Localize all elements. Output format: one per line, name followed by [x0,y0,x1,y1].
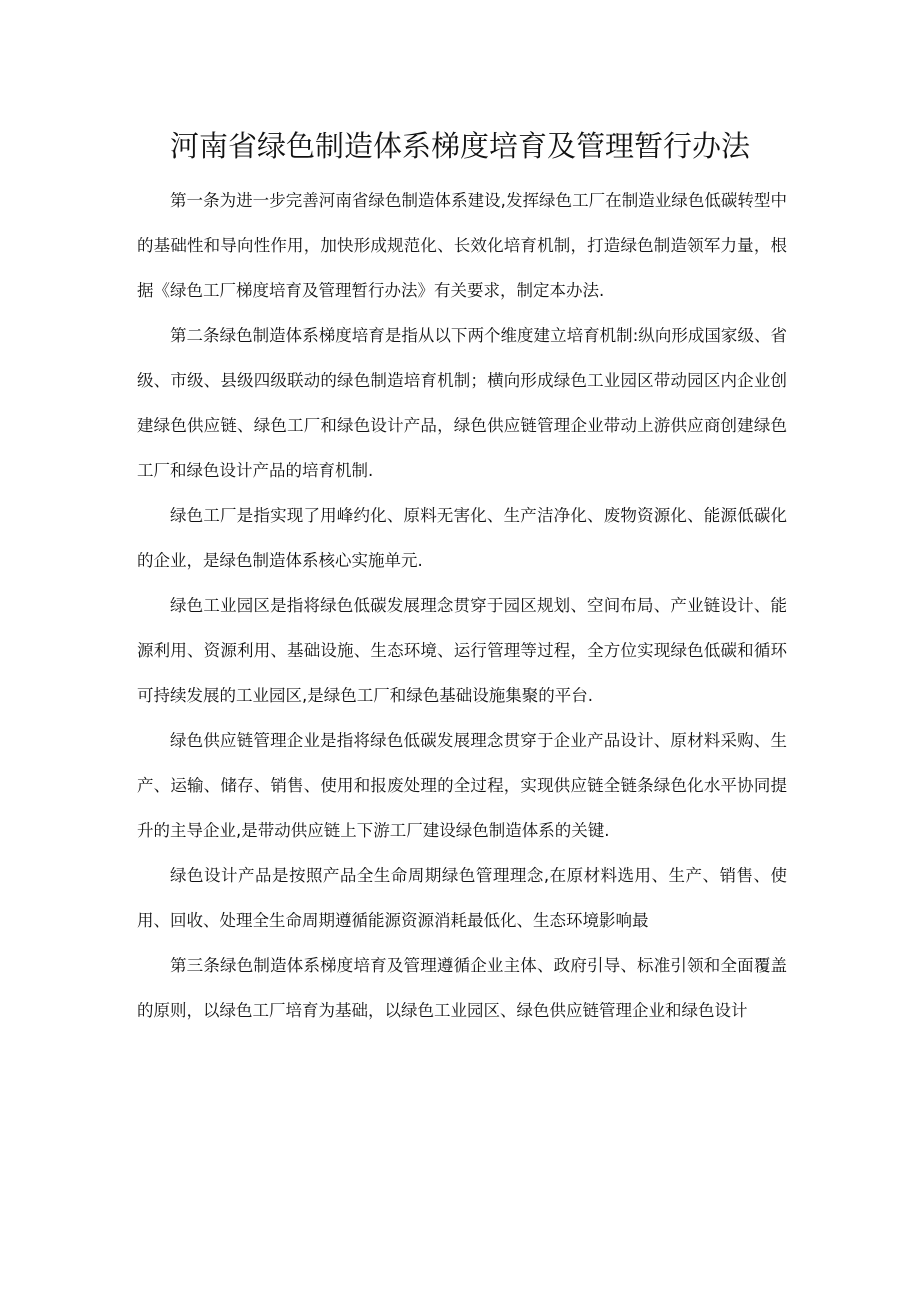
paragraph-article-2: 第二条绿色制造体系梯度培育是指从以下两个维度建立培育机制:纵向形成国家级、省级、市级、县级四级联动的绿色制造培育机制；横向形成绿色工业园区带动园区内企业创建绿色供应链、绿色工厂和绿色设计产品，绿色供应链管理企业带动上游供应商创建绿色工厂和绿色设计产品的培育机制. [137,326,787,480]
document-body [137,178,787,1033]
document-title: 河南省绿色制造体系梯度培育及管理暂行办法 [169,129,750,163]
paragraph-article-1: 第一条为进一步完善河南省绿色制造体系建设,发挥绿色工厂在制造业绿色低碳转型中的基础性和导向性作用，加快形成规范化、长效化培育机制，打造绿色制造领军力量，根据《绿色工厂梯度培育及管理暂行办法》有关要求，制定本办法. [137,191,787,300]
paragraph-green-design-product: 绿色设计产品是按照产品全生命周期绿色管理理念,在原材料选用、生产、销售、使用、回收、处理全生命周期遵循能源资源消耗最低化、生态环境影响最 [137,866,787,930]
paragraph-green-supply-chain: 绿色供应链管理企业是指将绿色低碳发展理念贯穿于企业产品设计、原材料采购、生产、运输、储存、销售、使用和报废处理的全过程，实现供应链全链条绿色化水平协同提升的主导企业,是带动供应链上下游工厂建设绿色制造体系的关键. [137,731,787,840]
paragraph-green-industrial-park: 绿色工业园区是指将绿色低碳发展理念贯穿于园区规划、空间布局、产业链设计、能源利用、资源利用、基础设施、生态环境、运行管理等过程，全方位实现绿色低碳和循环可持续发展的工业园区,是绿色工厂和绿色基础设施集聚的平台. [137,596,787,705]
paragraph-article-3: 第三条绿色制造体系梯度培育及管理遵循企业主体、政府引导、标准引领和全面覆盖的原则，以绿色工厂培育为基础，以绿色工业园区、绿色供应链管理企业和绿色设计 [137,956,787,1020]
paragraph-green-factory: 绿色工厂是指实现了用峰约化、原料无害化、生产洁净化、废物资源化、能源低碳化的企业，是绿色制造体系核心实施单元. [137,506,787,570]
